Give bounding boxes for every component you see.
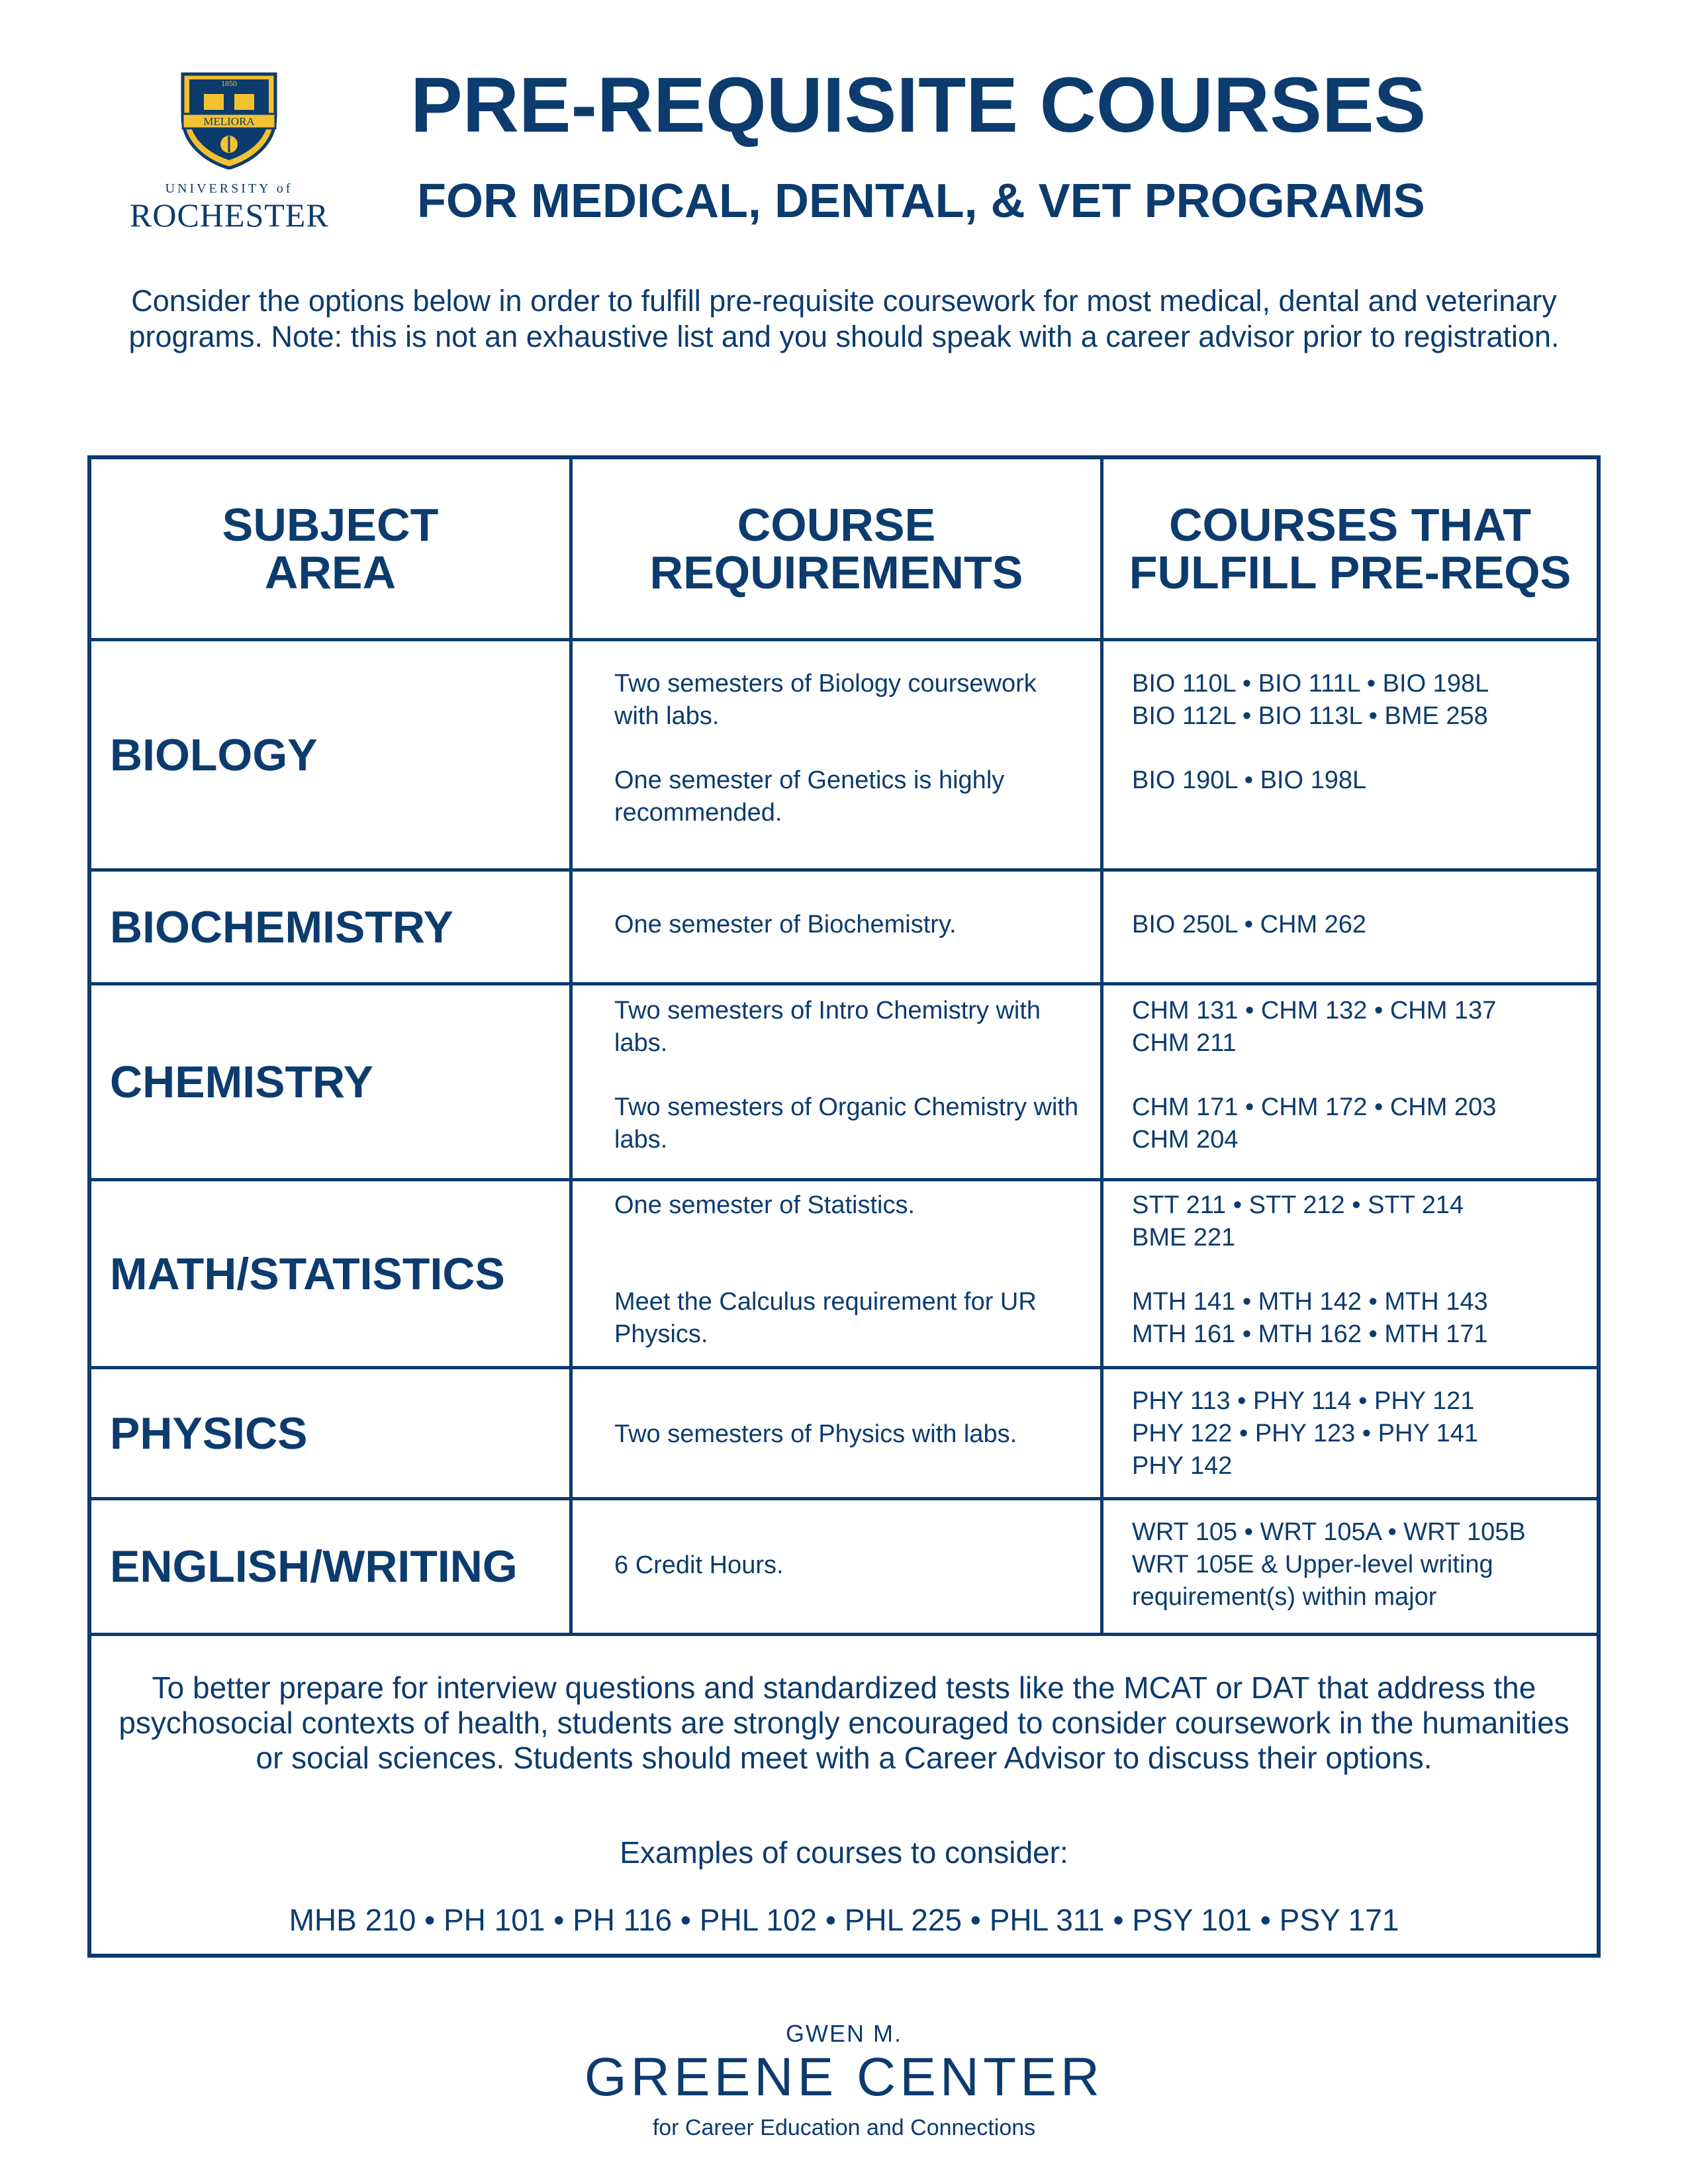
shield-icon	[177, 70, 281, 169]
subject-biology: BIOLOGY	[110, 729, 318, 780]
table-row-biochemistry	[91, 872, 1597, 982]
header-subject-area	[91, 459, 569, 638]
table-row-english-writing	[91, 1500, 1597, 1633]
fulfill-courses: BME 221	[1132, 1224, 1236, 1251]
header-ful-line2: FULFILL PRE-REQS	[1129, 547, 1571, 598]
page-title: PRE-REQUISITE COURSES	[410, 62, 1427, 149]
humanities-note: To better prepare for interview questions and standardized tests like the MCAT or DAT that address the psychosocial contexts of health, students are strongly encouraged to consider coursework in the humanities or social sciences. Students should meet with a Career Advisor to discuss their options.	[118, 1670, 1570, 1775]
table-row-biology	[91, 641, 1597, 868]
fulfill-courses: PHY 142	[1132, 1452, 1233, 1480]
subject-math-statistics: MATH/STATISTICS	[110, 1248, 505, 1299]
brand-line-2: GREENE CENTER	[584, 2047, 1104, 2107]
header-req-line2: REQUIREMENTS	[649, 547, 1023, 598]
fulfill-courses: BIO 190L • BIO 198L	[1132, 766, 1367, 794]
requirement-text: 6 Credit Hours.	[614, 1551, 784, 1579]
fulfill-courses: BIO 250L • CHM 262	[1132, 911, 1367, 938]
fulfill-courses: PHY 122 • PHY 123 • PHY 141	[1132, 1420, 1479, 1447]
header-subject-line1: SUBJECT	[222, 499, 439, 551]
header-course-requirements	[573, 459, 1100, 638]
requirement-text: One semester of Statistics.	[614, 1191, 915, 1219]
fulfill-courses: CHM 171 • CHM 172 • CHM 203	[1132, 1093, 1497, 1121]
fulfill-courses: STT 211 • STT 212 • STT 214	[1132, 1191, 1464, 1219]
header-ful-line1: COURSES THAT	[1168, 499, 1532, 551]
logo-name: ROCHESTER	[130, 197, 329, 234]
fulfill-courses: CHM 211	[1132, 1029, 1237, 1057]
example-courses: MHB 210 • PH 101 • PH 116 • PHL 102 • PHL 225 • PHL 311 • PSY 101 • PSY 171	[289, 1903, 1399, 1937]
fulfill-courses: requirement(s) within major	[1132, 1583, 1437, 1611]
table-row-chemistry	[91, 985, 1597, 1178]
logo-year: 1850	[221, 79, 237, 88]
subject-english-writing: ENGLISH/WRITING	[110, 1541, 518, 1592]
logo-motto: MELIORA	[203, 115, 255, 128]
header-subject-line2: AREA	[264, 547, 397, 598]
fulfill-courses: WRT 105E & Upper-level writing	[1132, 1551, 1493, 1578]
fulfill-courses: CHM 131 • CHM 132 • CHM 137	[1132, 997, 1497, 1024]
examples-label: Examples of courses to consider:	[620, 1835, 1068, 1870]
requirement-text: One semester of Biochemistry.	[614, 911, 957, 938]
row-divider	[91, 1633, 1597, 1636]
fulfill-courses: MTH 161 • MTH 162 • MTH 171	[1132, 1320, 1488, 1348]
fulfill-courses: WRT 105 • WRT 105A • WRT 105B	[1132, 1518, 1526, 1546]
brand-line-3: for Career Education and Connections	[652, 2115, 1036, 2140]
fulfill-courses: BIO 110L • BIO 111L • BIO 198L	[1132, 670, 1489, 698]
subject-physics: PHYSICS	[110, 1408, 308, 1459]
brand-line-1: GWEN M.	[786, 2020, 902, 2047]
requirement-text: Two semesters of Biology coursework with labs.	[614, 670, 1037, 730]
subject-biochemistry: BIOCHEMISTRY	[110, 901, 453, 952]
page-subtitle: FOR MEDICAL, DENTAL, & VET PROGRAMS	[417, 175, 1425, 228]
logo-university-line: UNIVERSITY of	[165, 181, 293, 196]
requirement-text: Two semesters of Organic Chemistry with labs.	[614, 1093, 1079, 1154]
header-req-line1: COURSE	[737, 499, 936, 551]
fulfill-courses: MTH 141 • MTH 142 • MTH 143	[1132, 1288, 1488, 1316]
requirement-text: Meet the Calculus requirement for UR Physics.	[614, 1288, 1037, 1348]
subject-chemistry: CHEMISTRY	[110, 1056, 373, 1107]
header-courses-fulfill	[1103, 459, 1597, 638]
university-logo	[130, 70, 329, 234]
table-row-math-statistics	[91, 1181, 1597, 1366]
fulfill-courses: BIO 112L • BIO 113L • BME 258	[1132, 702, 1488, 730]
intro-paragraph: Consider the options below in order to fulfill pre-requisite coursework for most medical, dental and veterinary programs. Note: this is not an exhaustive list and you should speak with a career advisor prior to registration.	[128, 284, 1560, 353]
requirement-text: Two semesters of Physics with labs.	[614, 1420, 1017, 1448]
requirement-text: One semester of Genetics is highly recommended.	[614, 766, 1005, 827]
fulfill-courses: CHM 204	[1132, 1126, 1239, 1154]
table-row-physics	[91, 1369, 1597, 1497]
requirement-text: Two semesters of Intro Chemistry with labs.	[614, 997, 1041, 1057]
fulfill-courses: PHY 113 • PHY 114 • PHY 121	[1132, 1387, 1475, 1415]
